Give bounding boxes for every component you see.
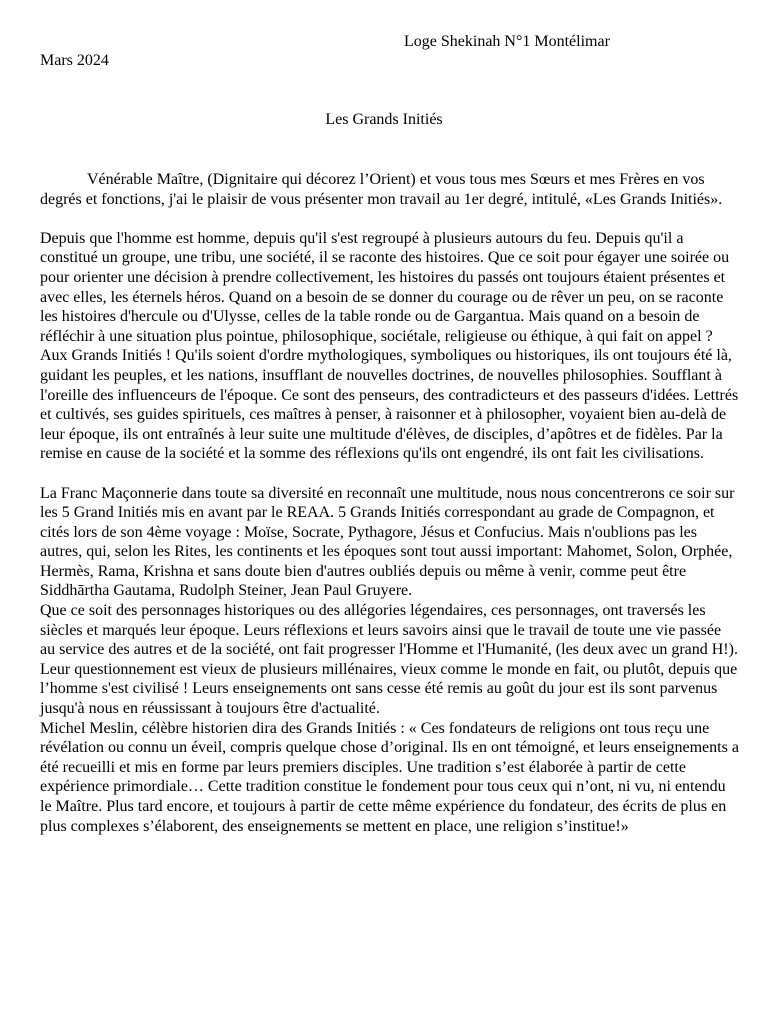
paragraph-spacer [40, 209, 740, 229]
paragraph-characters: Que ce soit des personnages historiques ou des allégories légendaires, ces personnages, ont traversés les siècles et marqués leur époque. Leurs réflexions et leurs savoirs ainsi que le travail de toute une vie passée au service des autres et de la société, ont fait progresser l'Homme et l'Humanité, (les deux avec un grand H!). Leur questionnement est vieux de plusieurs millénaires, vieux comme le monde en fait, ou plutôt, depuis que l’homme s'est civilisé ! Leurs enseignements ont sans cesse été remis au goût du jour est ils sont parvenus jusqu'à nous en réussissant à toujours être d'actualité. [40, 602, 738, 718]
paragraph-meslin-quote: Michel Meslin, célèbre historien dira des Grands Initiés : « Ces fondateurs de religions ont tous reçu une révélation ou connu un éveil, compris quelque chose d’original. Ils en ont témoigné, et leurs enseignements a été recueilli et mis en forme par leurs premiers disciples. Une tradition s’est élaborée à partir de cette expérience primordiale… Cette tradition constitue le fondement pour tous ceux qui n’ont, ni vu, ni entendu le Maître. Plus tard encore, et toujours à partir de cette même expérience du fondateur, des écrits de plus en plus complexes s’élaborent, des enseignements se mettent en place, une religion s’institue!» [40, 719, 739, 835]
paragraph-history: Depuis que l'homme est homme, depuis qu'il s'est regroupé à plusieurs autours du feu. Depuis qu'il a constitué un groupe, une tribu, une société, il se raconte des histoires. Que ce soit pour égayer une soirée ou pour orienter une décision à prendre collectivement, les histoires du passés ont toujours étaient présentes et avec elles, les éternels héros. Quand on a besoin de se donner du courage ou de rêver un peu, on se raconte les histoires d'hercule ou d'Ulysse, celles de la table ronde ou de Gargantua. Mais quand on a besoin de réfléchir à une situation plus pointue, philosophique, sociétale, religieuse ou éthique, à qui fait on appel ? Aux Grands Initiés ! Qu'ils soient d'ordre mythologiques, symboliques ou historiques, ils ont toujours été là, guidant les peuples, et les nations, insufflant de nouvelles doctrines, de nouvelles philosophies. Soufflant à l'oreille des influenceurs de l'époque. Ce sont des penseurs, des contradicteurs et des passeurs d'idées. Lettrés et cultivés, ses guides spirituels, ces maîtres à penser, à raisonner et à philosopher, voyaient bien au-delà de leur époque, ils ont entraînés à leur suite une multitude d'élèves, de disciples, d’apôtres et de fidèles. Par la remise en cause de la société et la somme des réflexions qu'ils ont engendré, ils ont fait les civilisations. [40, 229, 739, 463]
document-title: Les Grands Initiés [325, 111, 443, 128]
paragraph-intro: Vénérable Maître, (Dignitaire qui décorez l’Orient) et vous tous mes Sœurs et mes Frères en vos degrés et fonctions, j'ai le plaisir de vous présenter mon travail au 1er degré, intitulé, «Les Grands Initiés». [40, 171, 723, 208]
lodge-name: Loge Shekinah N°1 Montélimar [404, 33, 610, 50]
document-date: Mars 2024 [40, 52, 109, 69]
paragraph-freemasonry: La Franc Maçonnerie dans toute sa diversité en reconnaît une multitude, nous nous concentrerons ce soir sur les 5 Grand Initiés mis en avant par le REAA. 5 Grands Initiés correspondant au grade de Compagnon, et cités lors de son 4ème voyage : Moïse, Socrate, Pythagore, Jésus et Confucius. Mais n'oublions pas les autres, qui, selon les Rites, les continents et les époques sont tout aussi important: Mahomet, Solon, Orphée, Hermès, Rama, Krishna et sans doute bien d'autres oubliés depuis ou même à venir, comme peut être Siddhārtha Gautama, Rudolph Steiner, Jean Paul Gruyere. [40, 484, 735, 600]
document-body [40, 170, 740, 836]
paragraph-spacer [40, 464, 740, 484]
